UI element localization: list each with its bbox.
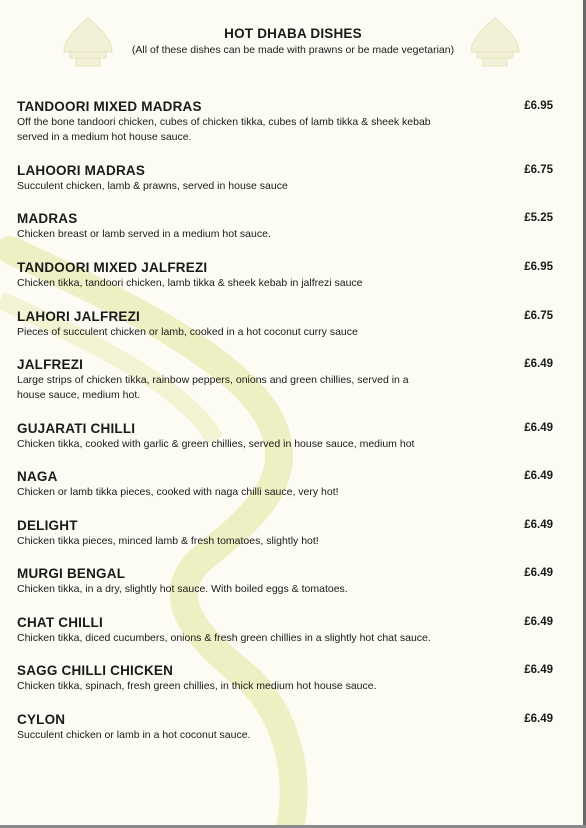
dish-price: £6.49: [524, 519, 553, 531]
dish-description: Chicken tikka, in a dry, slightly hot sauce. With boiled eggs & tomatoes.: [17, 583, 348, 595]
dish-price: £6.75: [524, 164, 553, 176]
dish-price: £6.75: [524, 310, 553, 322]
dish-description: Chicken tikka pieces, minced lamb & fresh tomatoes, slightly hot!: [17, 535, 319, 547]
menu-item: [17, 469, 553, 500]
dish-price: £6.49: [524, 567, 553, 579]
dish-description: Off the bone tandoori chicken, cubes of chicken tikka, cubes of lamb tikka & sheek kebab served in a medium hot house sauce.: [17, 116, 431, 143]
dish-price: £5.25: [524, 212, 553, 224]
dish-description: Chicken or lamb tikka pieces, cooked with naga chilli sauce, very hot!: [17, 486, 339, 498]
dish-description: Chicken tikka, tandoori chicken, lamb tikka & sheek kebab in jalfrezi sauce: [17, 277, 363, 289]
dish-description: Chicken tikka, spinach, fresh green chillies, in thick medium hot house sauce.: [17, 680, 377, 692]
dish-name: GUJARATI CHILLI: [17, 421, 136, 436]
menu-header: [0, 26, 586, 56]
dish-price: £6.49: [524, 713, 553, 725]
dish-price: £6.95: [524, 100, 553, 112]
dish-description: Succulent chicken, lamb & prawns, served in house sauce: [17, 180, 288, 192]
dish-price: £6.49: [524, 470, 553, 482]
menu-item: [17, 99, 553, 145]
dish-description: Chicken tikka, cooked with garlic & green chillies, served in house sauce, medium hot: [17, 438, 415, 450]
menu-item: [17, 421, 553, 452]
dish-name: CYLON: [17, 712, 66, 727]
dish-description: Large strips of chicken tikka, rainbow peppers, onions and green chillies, served in a house sauce, medium hot.: [17, 374, 409, 401]
dish-name: LAHORI JALFREZI: [17, 309, 140, 324]
menu-item: [17, 357, 553, 403]
dish-price: £6.49: [524, 422, 553, 434]
menu-item: [17, 163, 553, 194]
dish-name: CHAT CHILLI: [17, 615, 103, 630]
dish-name: TANDOORI MIXED JALFREZI: [17, 260, 208, 275]
menu-item: [17, 615, 553, 646]
menu-item: [17, 211, 553, 242]
menu-item: [17, 309, 553, 340]
dish-name: NAGA: [17, 469, 58, 484]
dish-name: LAHOORI MADRAS: [17, 163, 146, 178]
dish-price: £6.49: [524, 664, 553, 676]
dish-price: £6.95: [524, 261, 553, 273]
menu-item: [17, 518, 553, 549]
menu-item: [17, 712, 553, 743]
dish-description: Pieces of succulent chicken or lamb, cooked in a hot coconut curry sauce: [17, 326, 358, 338]
dish-description: Chicken breast or lamb served in a medium hot sauce.: [17, 228, 271, 240]
dish-name: TANDOORI MIXED MADRAS: [17, 99, 202, 114]
dish-name: JALFREZI: [17, 357, 84, 372]
menu-item: [17, 663, 553, 694]
dish-name: DELIGHT: [17, 518, 78, 533]
dish-price: £6.49: [524, 358, 553, 370]
dish-name: MURGI BENGAL: [17, 566, 126, 581]
menu-item: [17, 260, 553, 291]
dish-description: Succulent chicken or lamb in a hot coconut sauce.: [17, 729, 251, 741]
dish-price: £6.49: [524, 616, 553, 628]
dish-name: MADRAS: [17, 211, 78, 226]
menu-subtitle: (All of these dishes can be made with prawns or be made vegetarian): [131, 44, 455, 56]
menu-item: [17, 566, 553, 597]
dish-name: SAGG CHILLI CHICKEN: [17, 663, 174, 678]
dish-description: Chicken tikka, diced cucumbers, onions & fresh green chillies in a slightly hot chat sauce.: [17, 632, 431, 644]
menu-title: HOT DHABA DISHES: [224, 26, 362, 41]
